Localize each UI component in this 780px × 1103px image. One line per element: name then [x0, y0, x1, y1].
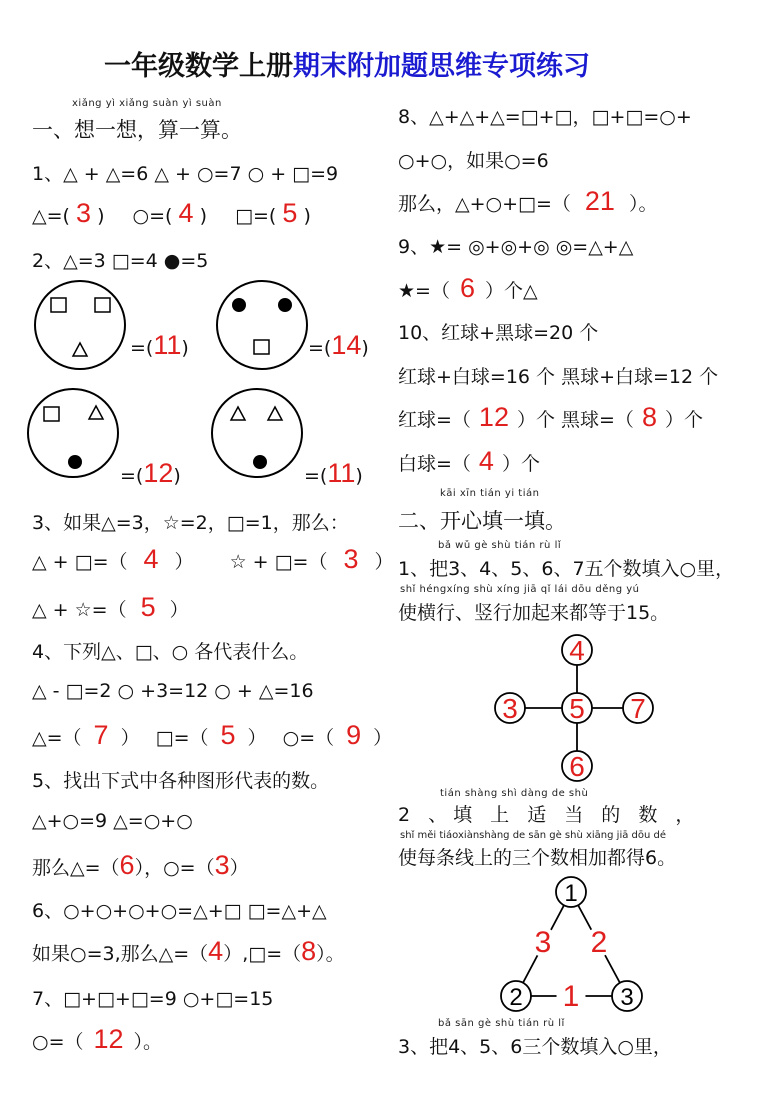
- q1-cir-answer: 4: [178, 198, 194, 228]
- square-icon: [254, 340, 269, 354]
- face-3: [28, 389, 118, 477]
- f1-right: 7: [630, 693, 646, 724]
- triangle-icon: [231, 407, 245, 420]
- q4-a3: 9: [346, 720, 362, 750]
- f3-line1: 3、把4、5、6三个数填入○里，: [398, 1036, 672, 1058]
- square-icon: [51, 298, 66, 312]
- q2-answer3: =(12): [120, 458, 181, 488]
- q6-a1: 4: [208, 936, 224, 966]
- face-4: [212, 389, 302, 477]
- q4-answers: △=（ 7 ） □=（ 5 ） ○=（ 9 ）: [32, 720, 393, 750]
- q10-line1: 10、红球+黑球=20 个: [398, 322, 599, 344]
- f2-line1: 2 、填 上 适 当 的 数 ，: [398, 804, 701, 826]
- q5-line2: △+○=9 △=○+○: [32, 810, 193, 832]
- q2-a1: 11: [153, 330, 182, 360]
- q4-line2: △ - □=2 ○ +3=12 ○ + △=16: [32, 680, 314, 702]
- q6-answers: 如果○=3,那么△=（4）,□=（8）。: [32, 936, 345, 966]
- q2-a3: 12: [143, 458, 174, 488]
- q10-answers-row2: 白球=（ 4 ）个: [398, 446, 540, 476]
- q10-a2: 8: [641, 402, 657, 432]
- triangle-icon: [268, 407, 282, 420]
- f1-left: 3: [502, 693, 518, 724]
- q1-sq-label: □=(: [235, 205, 277, 227]
- f2-right-mid: 2: [590, 926, 608, 959]
- q6-line1: 6、○+○+○+○=△+□ □=△+△: [32, 900, 327, 922]
- f2-bottom-left: 2: [509, 984, 523, 1011]
- square-icon: [44, 407, 59, 421]
- triangle-icon: [89, 406, 103, 419]
- q8-line2: ○+○，如果○=6: [398, 150, 549, 172]
- triangle-diagram: [490, 870, 650, 1020]
- q2-answer2: =(14): [308, 330, 369, 360]
- q1-rp2: ): [199, 205, 208, 227]
- f1-center: 5: [569, 693, 585, 724]
- face-2: [217, 281, 307, 369]
- q10-answers-row1: 红球=（ 12 ）个 黑球=（ 8 ）个: [398, 402, 703, 432]
- q10-a3: 4: [478, 446, 494, 476]
- triangle-icon: [73, 343, 87, 356]
- q3-a3: 5: [140, 592, 156, 622]
- f3-pinyin1: bǎ sān gè shù tián rù lǐ: [438, 1018, 565, 1029]
- black-dot-icon: [232, 298, 246, 312]
- q1-cir-label: ○=(: [132, 205, 173, 227]
- q10-line2: 红球+白球=16 个 黑球+白球=12 个: [398, 366, 719, 388]
- q5-a2: 3: [214, 850, 230, 880]
- black-dot-icon: [253, 455, 267, 469]
- q1-rp3: ): [303, 205, 311, 227]
- q2-answer4: =(11): [304, 458, 363, 488]
- q6-a2: 8: [301, 936, 317, 966]
- q1-rp1: ): [97, 205, 105, 227]
- q1-sq-answer: 5: [282, 198, 298, 228]
- f2-pinyin1: tián shàng shì dàng de shù: [440, 788, 589, 799]
- q2-a4: 11: [327, 458, 356, 488]
- q3-a1: 4: [143, 544, 159, 574]
- q5-a1: 6: [119, 850, 135, 880]
- f1-line1: 1、把3、4、5、6、7五个数填入○里，: [398, 558, 735, 580]
- f1-pinyin2: shǐ héngxíng shù xíng jiā qǐ lái dōu děng yú: [400, 584, 640, 595]
- q7-answers: ○=（ 12 ）。: [32, 1024, 163, 1054]
- q9-a1: 6: [459, 273, 475, 303]
- page-title: [104, 44, 590, 83]
- q3-answers-row1: △ + □=（ 4 ） ☆ + □=（ 3 ）: [32, 544, 394, 574]
- q1-tri-answer: 3: [76, 198, 92, 228]
- q2-line1: 2、△=3 □=4 ●=5: [32, 250, 209, 272]
- section2-heading: 二、开心填一填。: [398, 509, 566, 533]
- black-dot-icon: [68, 455, 82, 469]
- q9-answers: ★=（ 6 ）个△: [398, 273, 538, 303]
- q4-a2: 5: [220, 720, 236, 750]
- f2-bottom-right: 3: [620, 984, 634, 1011]
- f1-line2: 使横行、竖行加起来都等于15。: [398, 602, 670, 624]
- q10-a1: 12: [478, 402, 509, 432]
- q2-answer1: =(11): [130, 330, 189, 360]
- q8-line1: 8、△+△+△=□+□，□+□=○+: [398, 106, 692, 128]
- section1-heading: 一、想一想，算一算。: [32, 118, 242, 142]
- title-black: 一年级数学上册: [104, 51, 293, 82]
- q3-a2: 3: [343, 544, 359, 574]
- f2-bottom-mid: 1: [562, 980, 580, 1013]
- black-dot-icon: [278, 298, 292, 312]
- f1-pinyin1: bǎ wǔ gè shù tián rù lǐ: [438, 540, 562, 551]
- q3-answers-row2: △ + ☆=（ 5 ）: [32, 592, 189, 622]
- f1-top: 4: [569, 635, 585, 666]
- q1-tri-label: △=(: [32, 205, 70, 227]
- q7-a1: 12: [93, 1024, 124, 1054]
- q7-line1: 7、□+□+□=9 ○+□=15: [32, 988, 274, 1010]
- square-icon: [95, 298, 110, 312]
- f1-bottom: 6: [569, 751, 585, 782]
- q4-a1: 7: [93, 720, 109, 750]
- q2-a2: 14: [331, 330, 362, 360]
- f2-left-mid: 3: [534, 926, 552, 959]
- f2-line2: 使每条线上的三个数相加都得6。: [398, 847, 677, 869]
- f2-top: 1: [564, 880, 578, 907]
- q5-line1: 5、找出下式中各种图形代表的数。: [32, 770, 330, 792]
- title-blue: 期末附加题思维专项练习: [293, 51, 590, 82]
- face-1: [35, 281, 125, 369]
- cross-diagram: [480, 628, 680, 788]
- q3-line1: 3、如果△=3，☆=2，□=1，那么：: [32, 512, 349, 534]
- section2-pinyin: kāi xīn tián yi tián: [440, 488, 540, 499]
- q8-a1: 21: [584, 186, 615, 216]
- q9-line1: 9、★= ◎+◎+◎ ◎=△+△: [398, 236, 634, 258]
- f2-pinyin2: shǐ měi tiáoxiànshàng de sān gè shù xiāng jiā dōu dé: [400, 830, 667, 841]
- q8-answers: 那么，△+○+□=（ 21 ）。: [398, 186, 658, 216]
- q5-answers: 那么△=（6），○=（3）: [32, 850, 249, 880]
- section1-pinyin: xiǎng yì xiǎng suàn yì suàn: [72, 98, 222, 109]
- q4-line1: 4、下列△、□、○ 各代表什么。: [32, 641, 309, 663]
- q1-answers: [32, 198, 311, 229]
- q1-line1: 1、△ + △=6 △ + ○=7 ○ + □=9: [32, 163, 339, 185]
